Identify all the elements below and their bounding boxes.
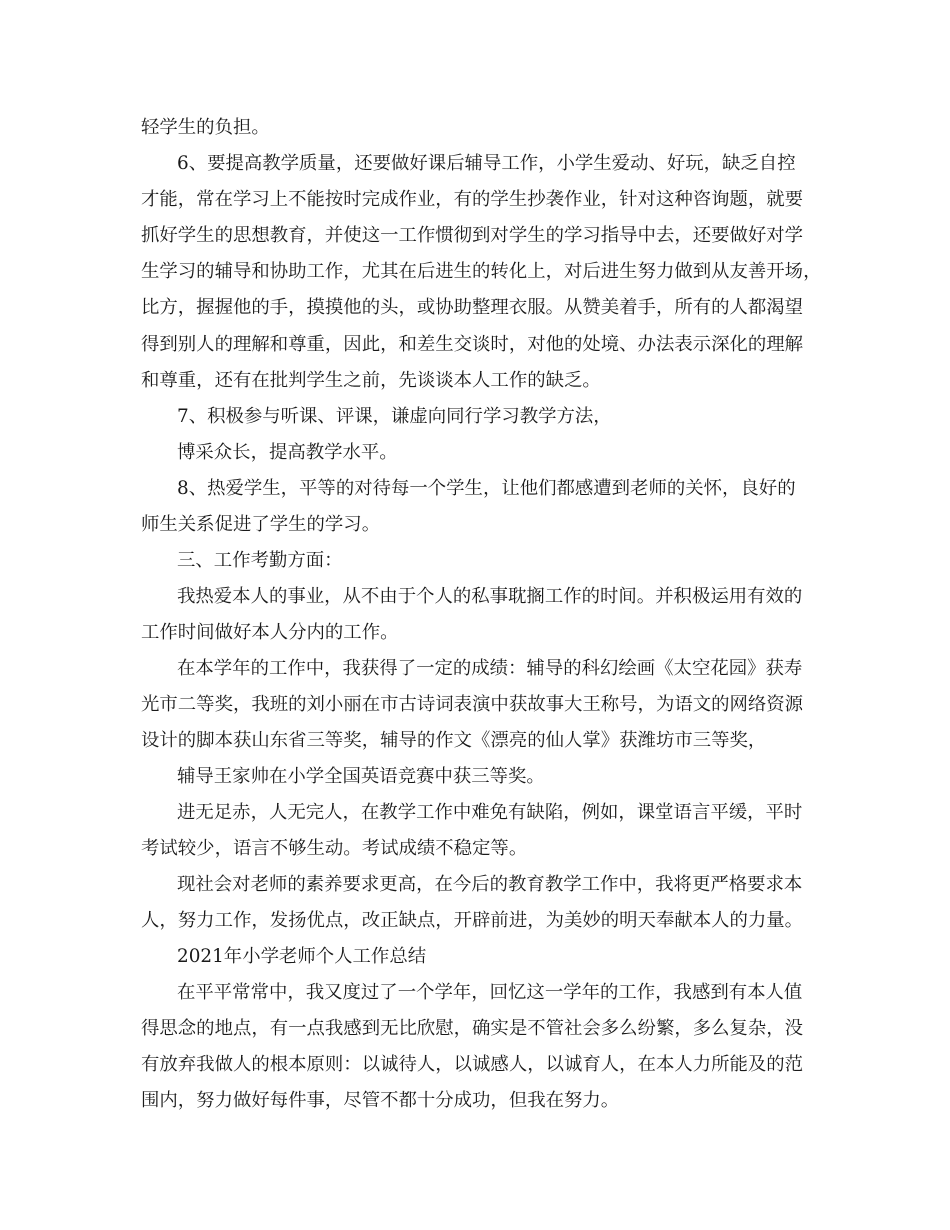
text-line: 光市二等奖，我班的刘小丽在市古诗词表演中获故事大王称号，为语文的网络资源 bbox=[141, 694, 804, 715]
text-line: 在平平常常中，我又度过了一个学年，回忆这一学年的工作，我感到有本人值 bbox=[177, 982, 803, 1003]
text-line: 轻学生的负担。 bbox=[141, 117, 270, 138]
text-line: 得思念的地点，有一点我感到无比欣慰，确实是不管社会多么纷繁，多么复杂，没 bbox=[141, 1018, 804, 1039]
text-line: 8、热爱学生，平等的对待每一个学生，让他们都感遭到老师的关怀，良好的 bbox=[177, 478, 796, 499]
text-line: 在本学年的工作中，我获得了一定的成绩：辅导的科幻绘画《太空花园》获寿 bbox=[177, 658, 803, 679]
text-line: 考试较少，语言不够生动。考试成绩不稳定等。 bbox=[141, 838, 528, 859]
text-line: 进无足赤，人无完人，在教学工作中难免有缺陷，例如，课堂语言平缓，平时 bbox=[177, 802, 803, 823]
text-line: 有放弃我做人的根本原则：以诚待人，以诚感人，以诚育人，在本人力所能及的范 bbox=[141, 1054, 804, 1075]
document-title: 2021年小学老师个人工作总结 bbox=[177, 946, 427, 967]
text-line: 6、要提高教学质量，还要做好课后辅导工作，小学生爱动、好玩，缺乏自控 bbox=[177, 153, 796, 174]
text-line: 辅导王家帅在小学全国英语竞赛中获三等奖。 bbox=[177, 766, 545, 787]
text-line: 7、积极参与听课、评课，谦虚向同行学习教学方法， bbox=[177, 406, 612, 427]
text-line: 师生关系促进了学生的学习。 bbox=[141, 514, 381, 535]
text-line: 才能，常在学习上不能按时完成作业，有的学生抄袭作业，针对这种咨询题，就要 bbox=[141, 189, 804, 210]
text-line: 生学习的辅导和协助工作，尤其在后进生的转化上，对后进生努力做到从友善开场， bbox=[141, 261, 822, 282]
text-line: 人，努力工作，发扬优点，改正缺点，开辟前进，为美妙的明天奉献本人的力量。 bbox=[141, 910, 804, 931]
text-line: 和尊重，还有在批判学生之前，先谈谈本人工作的缺乏。 bbox=[141, 370, 601, 391]
text-line: 设计的脚本获山东省三等奖，辅导的作文《漂亮的仙人掌》获潍坊市三等奖， bbox=[141, 730, 767, 751]
text-line: 工作时间做好本人分内的工作。 bbox=[141, 622, 399, 643]
text-line: 抓好学生的思想教育，并使这一工作惯彻到对学生的学习指导中去，还要做好对学 bbox=[141, 225, 804, 246]
text-line: 围内，努力做好每件事，尽管不都十分成功，但我在努力。 bbox=[141, 1090, 620, 1111]
text-line: 现社会对老师的素养要求更高，在今后的教育教学工作中，我将更严格要求本 bbox=[177, 874, 803, 895]
text-line: 我热爱本人的事业，从不由于个人的私事耽搁工作的时间。并积极运用有效的 bbox=[177, 586, 803, 607]
section-heading: 三、工作考勤方面： bbox=[177, 550, 343, 571]
text-line: 比方，握握他的手，摸摸他的头，或协助整理衣服。从赞美着手，所有的人都渴望 bbox=[141, 297, 804, 318]
text-line: 博采众长，提高教学水平。 bbox=[177, 442, 398, 463]
text-line: 得到别人的理解和尊重，因此，和差生交谈时，对他的处境、办法表示深化的理解 bbox=[141, 334, 804, 355]
